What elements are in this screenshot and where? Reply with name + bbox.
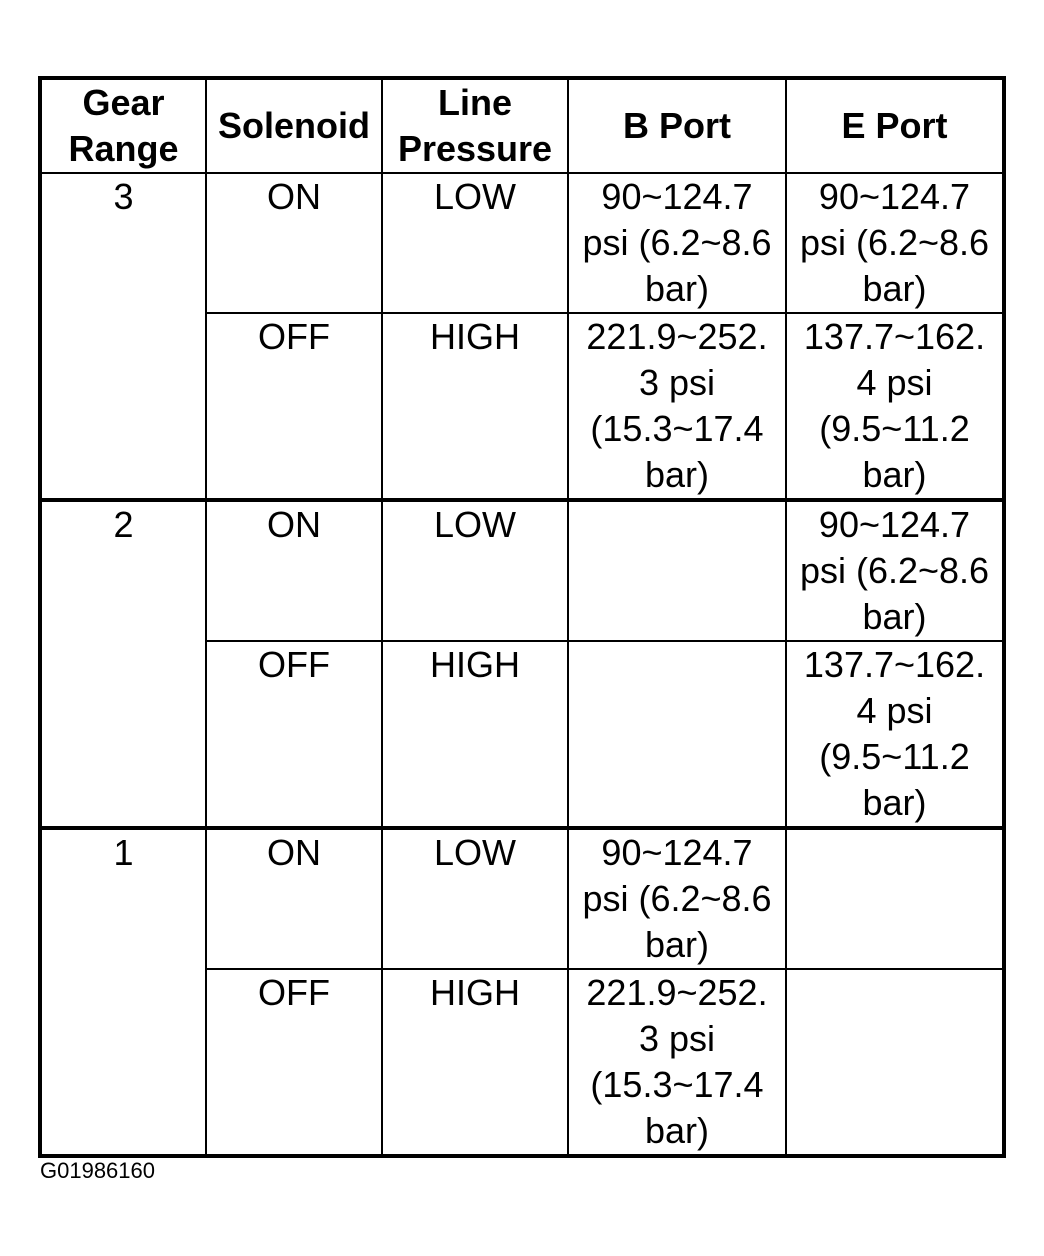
header-e-port [786, 78, 1004, 173]
gear-range-cell: 3 [40, 173, 206, 500]
table-row [40, 173, 1004, 313]
b-port-line: 221.9~252. [586, 972, 768, 1013]
e-port-line: bar) [862, 782, 927, 823]
table-row [40, 828, 1004, 969]
header-gear-range [40, 78, 206, 173]
solenoid-cell: ON [206, 500, 382, 641]
solenoid-cell: OFF [206, 969, 382, 1156]
e-port-line: (9.5~11.2 [819, 736, 970, 777]
e-port-line: (9.5~11.2 [819, 408, 970, 449]
b-port-line: bar) [644, 924, 710, 965]
b-port-cell [568, 828, 786, 969]
e-port-line: bar) [862, 596, 927, 637]
e-port-line: 137.7~162. [803, 316, 986, 357]
e-port-line: 137.7~162. [803, 644, 986, 685]
line-pressure-cell: LOW [382, 173, 568, 313]
header-gear-range-line: Range [68, 128, 179, 169]
e-port-line: 4 psi [856, 362, 933, 403]
solenoid-cell: OFF [206, 313, 382, 500]
e-port-cell [786, 173, 1004, 313]
header-e-port-line: E Port [841, 105, 948, 146]
b-port-cell [568, 313, 786, 500]
e-port-line: bar) [862, 454, 927, 495]
figure-id-label: G01986160 [40, 1158, 155, 1183]
header-line-pressure [382, 78, 568, 173]
line-pressure-cell: HIGH [382, 641, 568, 828]
b-port-line: bar) [644, 268, 710, 309]
line-pressure-cell: HIGH [382, 969, 568, 1156]
line-pressure-cell: HIGH [382, 313, 568, 500]
solenoid-cell: OFF [206, 641, 382, 828]
b-port-line: (15.3~17.4 [590, 408, 764, 449]
e-port-cell [786, 500, 1004, 641]
header-b-port [568, 78, 786, 173]
e-port-line: psi (6.2~8.6 [799, 222, 990, 263]
b-port-cell [568, 500, 786, 641]
b-port-line: psi (6.2~8.6 [582, 222, 772, 263]
header-line-pressure-line: Pressure [397, 128, 553, 169]
b-port-line: (15.3~17.4 [590, 1064, 764, 1105]
line-pressure-cell: LOW [382, 828, 568, 969]
b-port-cell [568, 641, 786, 828]
e-port-cell [786, 641, 1004, 828]
solenoid-cell: ON [206, 173, 382, 313]
b-port-line: 3 psi [638, 1018, 716, 1059]
e-port-cell [786, 969, 1004, 1156]
b-port-cell [568, 969, 786, 1156]
b-port-line: bar) [644, 454, 710, 495]
header-b-port-line: B Port [623, 105, 731, 146]
header-gear-range-line: Gear [82, 82, 165, 123]
line-pressure-cell: LOW [382, 500, 568, 641]
e-port-cell [786, 313, 1004, 500]
e-port-cell [786, 828, 1004, 969]
b-port-line: bar) [644, 1110, 710, 1151]
header-solenoid [206, 78, 382, 173]
e-port-line: 90~124.7 [818, 504, 971, 545]
b-port-line: 90~124.7 [601, 832, 753, 873]
header-row [40, 78, 1004, 173]
header-solenoid-line: Solenoid [218, 105, 370, 146]
e-port-line: bar) [862, 268, 927, 309]
e-port-line: 4 psi [856, 690, 933, 731]
b-port-line: 221.9~252. [586, 316, 768, 357]
b-port-cell [568, 173, 786, 313]
pressure-spec-table [38, 76, 1006, 1158]
solenoid-cell: ON [206, 828, 382, 969]
b-port-line: 90~124.7 [601, 176, 753, 217]
header-line-pressure-line: Line [437, 82, 512, 123]
gear-range-cell: 2 [40, 500, 206, 828]
table-row [40, 500, 1004, 641]
e-port-line: psi (6.2~8.6 [799, 550, 990, 591]
b-port-line: 3 psi [638, 362, 716, 403]
b-port-line: psi (6.2~8.6 [582, 878, 772, 919]
e-port-line: 90~124.7 [818, 176, 971, 217]
gear-range-cell: 1 [40, 828, 206, 1156]
